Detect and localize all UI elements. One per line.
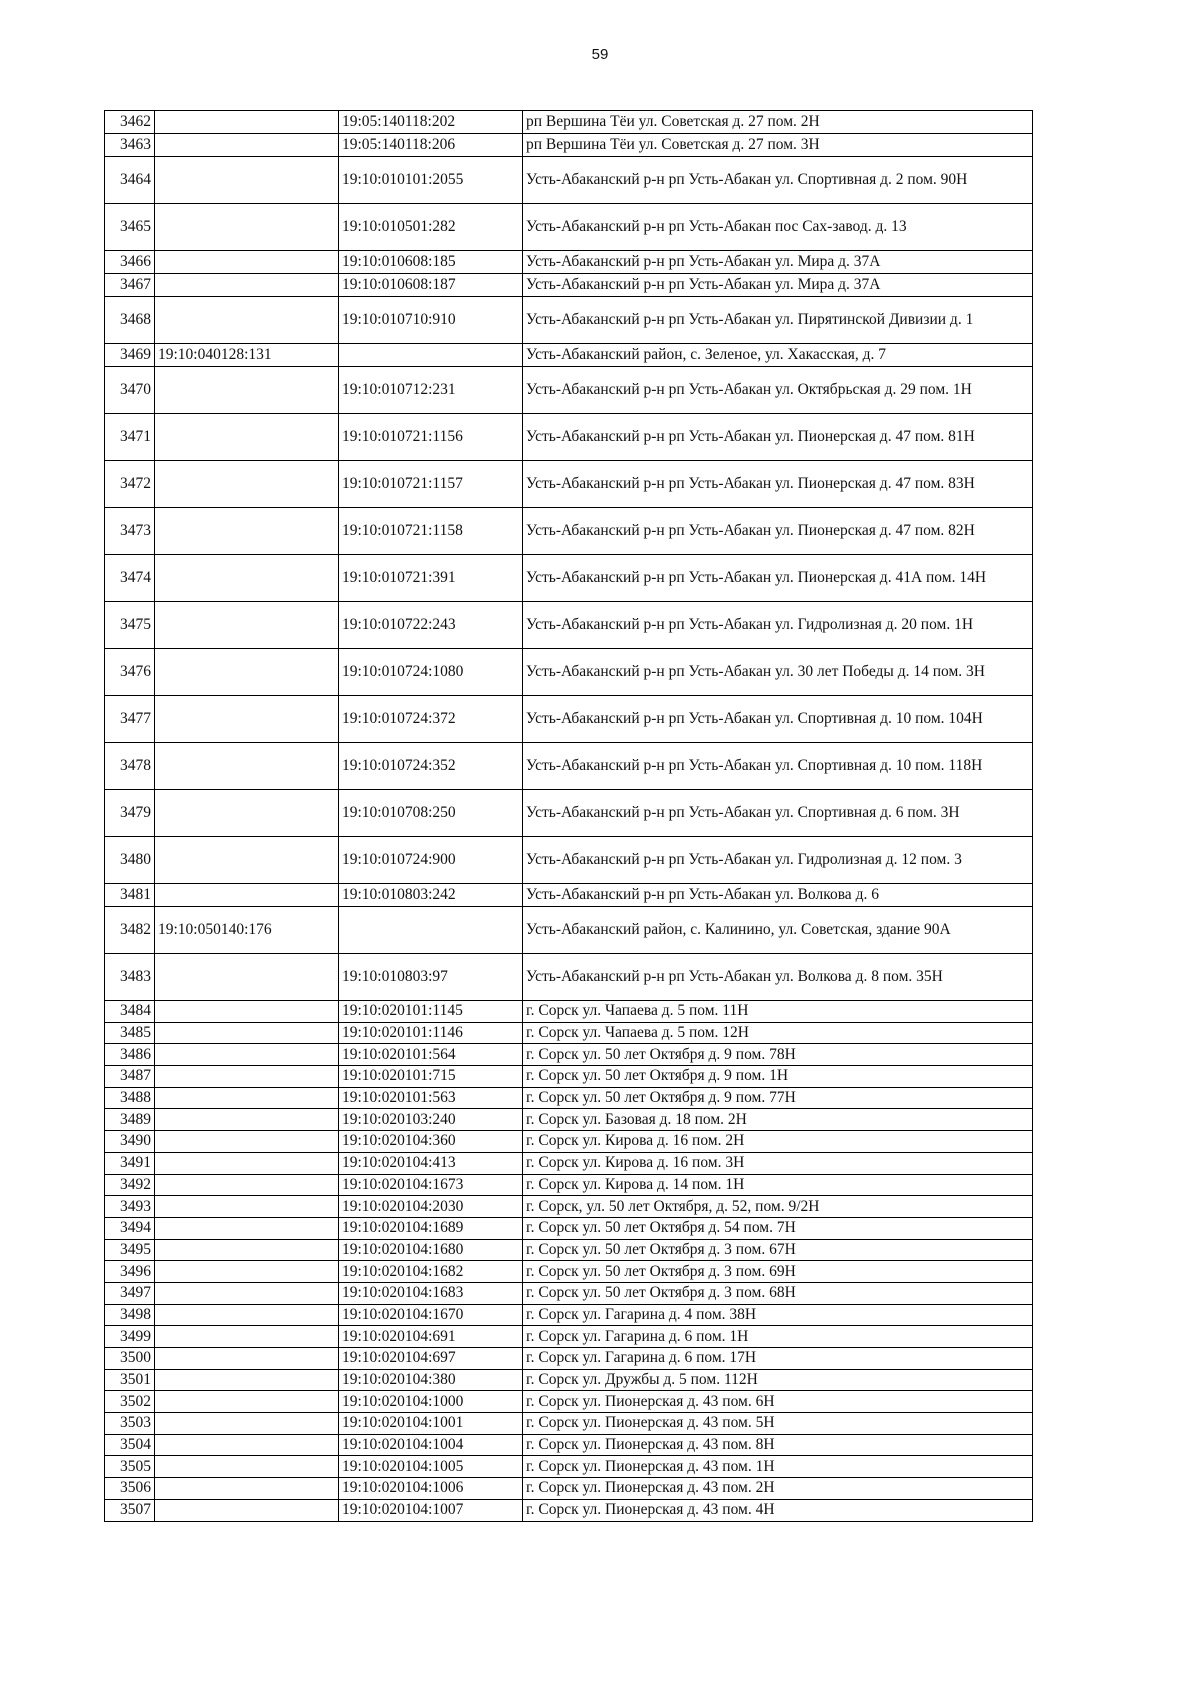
address-cell: г. Сорск ул. Дружбы д. 5 пом. 112Н: [523, 1369, 1033, 1391]
row-number-cell: 3485: [105, 1022, 155, 1044]
address-cell: Усть-Абаканский р-н рп Усть-Абакан пос Сах-завод. д. 13: [523, 204, 1033, 251]
table-row: [105, 461, 1033, 508]
row-number-cell: 3497: [105, 1282, 155, 1304]
previous-cadastral-number-cell: [155, 1326, 339, 1348]
table-row: [105, 555, 1033, 602]
table-row: [105, 837, 1033, 884]
cadastral-number-cell: 19:10:020101:715: [339, 1066, 523, 1088]
table-row: [105, 1434, 1033, 1456]
table-row: [105, 297, 1033, 344]
table-row: [105, 954, 1033, 1001]
table-row: [105, 111, 1033, 134]
cadastral-number-cell: 19:10:020103:240: [339, 1109, 523, 1131]
row-number-cell: 3469: [105, 344, 155, 367]
cadastral-number-cell: 19:10:010721:1156: [339, 414, 523, 461]
previous-cadastral-number-cell: [155, 297, 339, 344]
previous-cadastral-number-cell: 19:10:050140:176: [155, 907, 339, 954]
previous-cadastral-number-cell: [155, 1196, 339, 1218]
row-number-cell: 3482: [105, 907, 155, 954]
address-cell: г. Сорск ул. 50 лет Октября д. 3 пом. 68Н: [523, 1282, 1033, 1304]
previous-cadastral-number-cell: [155, 743, 339, 790]
table-row: [105, 1326, 1033, 1348]
previous-cadastral-number-cell: [155, 1261, 339, 1283]
table-row: [105, 696, 1033, 743]
previous-cadastral-number-cell: [155, 1001, 339, 1023]
address-cell: г. Сорск ул. Гагарина д. 4 пом. 38Н: [523, 1304, 1033, 1326]
cadastral-number-cell: 19:10:020101:1145: [339, 1001, 523, 1023]
table-row: [105, 414, 1033, 461]
cadastral-number-cell: 19:10:020104:1683: [339, 1282, 523, 1304]
table-row: [105, 1001, 1033, 1023]
address-cell: Усть-Абаканский р-н рп Усть-Абакан ул. Спортивная д. 10 пом. 104Н: [523, 696, 1033, 743]
address-cell: Усть-Абаканский район, с. Зеленое, ул. Хакасская, д. 7: [523, 344, 1033, 367]
address-cell: г. Сорск ул. 50 лет Октября д. 9 пом. 78Н: [523, 1044, 1033, 1066]
cadastral-number-cell: 19:10:020104:1689: [339, 1217, 523, 1239]
table-body: [105, 111, 1033, 1522]
row-number-cell: 3478: [105, 743, 155, 790]
cadastral-number-cell: 19:10:020104:1673: [339, 1174, 523, 1196]
previous-cadastral-number-cell: [155, 508, 339, 555]
address-cell: г. Сорск ул. 50 лет Октября д. 54 пом. 7Н: [523, 1217, 1033, 1239]
cadastral-number-cell: 19:10:010722:243: [339, 602, 523, 649]
address-cell: г. Сорск ул. Чапаева д. 5 пом. 11Н: [523, 1001, 1033, 1023]
address-cell: г. Сорск ул. Пионерская д. 43 пом. 2Н: [523, 1478, 1033, 1500]
address-cell: Усть-Абаканский р-н рп Усть-Абакан ул. Пирятинской Дивизии д. 1: [523, 297, 1033, 344]
previous-cadastral-number-cell: [155, 555, 339, 602]
cadastral-number-cell: 19:10:020104:1005: [339, 1456, 523, 1478]
row-number-cell: 3484: [105, 1001, 155, 1023]
row-number-cell: 3506: [105, 1478, 155, 1500]
table-row: [105, 649, 1033, 696]
table-row: [105, 1348, 1033, 1370]
table-row: [105, 344, 1033, 367]
table-row: [105, 1456, 1033, 1478]
row-number-cell: 3495: [105, 1239, 155, 1261]
address-cell: Усть-Абаканский р-н рп Усть-Абакан ул. Спортивная д. 10 пом. 118Н: [523, 743, 1033, 790]
address-cell: Усть-Абаканский р-н рп Усть-Абакан ул. Спортивная д. 2 пом. 90Н: [523, 157, 1033, 204]
previous-cadastral-number-cell: [155, 790, 339, 837]
cadastral-number-cell: 19:10:020104:1004: [339, 1434, 523, 1456]
address-cell: г. Сорск ул. Пионерская д. 43 пом. 1Н: [523, 1456, 1033, 1478]
table-row: [105, 884, 1033, 907]
previous-cadastral-number-cell: [155, 602, 339, 649]
row-number-cell: 3498: [105, 1304, 155, 1326]
address-cell: г. Сорск ул. 50 лет Октября д. 9 пом. 1Н: [523, 1066, 1033, 1088]
cadastral-number-cell: 19:10:020104:1001: [339, 1413, 523, 1435]
table-row: [105, 508, 1033, 555]
previous-cadastral-number-cell: [155, 204, 339, 251]
row-number-cell: 3483: [105, 954, 155, 1001]
previous-cadastral-number-cell: [155, 1217, 339, 1239]
previous-cadastral-number-cell: [155, 274, 339, 297]
previous-cadastral-number-cell: [155, 1174, 339, 1196]
address-cell: г. Сорск ул. Чапаева д. 5 пом. 12Н: [523, 1022, 1033, 1044]
address-cell: Усть-Абаканский р-н рп Усть-Абакан ул. 30 лет Победы д. 14 пом. 3Н: [523, 649, 1033, 696]
row-number-cell: 3491: [105, 1152, 155, 1174]
address-cell: Усть-Абаканский р-н рп Усть-Абакан ул. Мира д. 37А: [523, 251, 1033, 274]
row-number-cell: 3500: [105, 1348, 155, 1370]
previous-cadastral-number-cell: [155, 1239, 339, 1261]
address-cell: г. Сорск ул. Кирова д. 14 пом. 1Н: [523, 1174, 1033, 1196]
table-row: [105, 1196, 1033, 1218]
row-number-cell: 3473: [105, 508, 155, 555]
cadastral-number-cell: 19:10:010724:352: [339, 743, 523, 790]
previous-cadastral-number-cell: [155, 414, 339, 461]
cadastral-number-cell: 19:10:020104:413: [339, 1152, 523, 1174]
cadastral-number-cell: 19:10:010608:185: [339, 251, 523, 274]
row-number-cell: 3462: [105, 111, 155, 134]
row-number-cell: 3487: [105, 1066, 155, 1088]
address-cell: г. Сорск ул. Базовая д. 18 пом. 2Н: [523, 1109, 1033, 1131]
table-row: [105, 1174, 1033, 1196]
previous-cadastral-number-cell: [155, 884, 339, 907]
row-number-cell: 3468: [105, 297, 155, 344]
table-row: [105, 1413, 1033, 1435]
address-cell: Усть-Абаканский р-н рп Усть-Абакан ул. Пионерская д. 47 пом. 83Н: [523, 461, 1033, 508]
address-cell: Усть-Абаканский р-н рп Усть-Абакан ул. Гидролизная д. 20 пом. 1Н: [523, 602, 1033, 649]
cadastral-number-cell: 19:10:020104:691: [339, 1326, 523, 1348]
previous-cadastral-number-cell: [155, 1282, 339, 1304]
previous-cadastral-number-cell: [155, 1456, 339, 1478]
address-cell: г. Сорск ул. Пионерская д. 43 пом. 4Н: [523, 1499, 1033, 1521]
row-number-cell: 3479: [105, 790, 155, 837]
page-number: 59: [591, 46, 609, 63]
previous-cadastral-number-cell: [155, 461, 339, 508]
cadastral-number-cell: 19:10:020101:564: [339, 1044, 523, 1066]
cadastral-number-cell: 19:10:010721:1157: [339, 461, 523, 508]
previous-cadastral-number-cell: [155, 1131, 339, 1153]
row-number-cell: 3492: [105, 1174, 155, 1196]
cadastral-number-cell: 19:10:010803:242: [339, 884, 523, 907]
table-row: [105, 907, 1033, 954]
row-number-cell: 3488: [105, 1087, 155, 1109]
table-row: [105, 1131, 1033, 1153]
row-number-cell: 3481: [105, 884, 155, 907]
cadastral-number-cell: 19:10:010724:900: [339, 837, 523, 884]
table-row: [105, 743, 1033, 790]
cadastral-number-cell: [339, 344, 523, 367]
table-row: [105, 1239, 1033, 1261]
address-cell: Усть-Абаканский р-н рп Усть-Абакан ул. Спортивная д. 6 пом. 3Н: [523, 790, 1033, 837]
row-number-cell: 3502: [105, 1391, 155, 1413]
previous-cadastral-number-cell: [155, 837, 339, 884]
cadastral-number-cell: 19:10:010710:910: [339, 297, 523, 344]
row-number-cell: 3477: [105, 696, 155, 743]
table-row: [105, 1087, 1033, 1109]
cadastral-number-cell: 19:10:010708:250: [339, 790, 523, 837]
row-number-cell: 3470: [105, 367, 155, 414]
address-cell: Усть-Абаканский р-н рп Усть-Абакан ул. Волкова д. 8 пом. 35Н: [523, 954, 1033, 1001]
row-number-cell: 3499: [105, 1326, 155, 1348]
address-cell: рп Вершина Тёи ул. Советская д. 27 пом. 3Н: [523, 134, 1033, 157]
cadastral-number-cell: 19:10:010724:372: [339, 696, 523, 743]
address-cell: Усть-Абаканский р-н рп Усть-Абакан ул. Пионерская д. 47 пом. 82Н: [523, 508, 1033, 555]
cadastral-number-cell: 19:05:140118:206: [339, 134, 523, 157]
row-number-cell: 3464: [105, 157, 155, 204]
row-number-cell: 3489: [105, 1109, 155, 1131]
previous-cadastral-number-cell: [155, 1152, 339, 1174]
property-registry-table: [104, 110, 1033, 1522]
address-cell: г. Сорск ул. 50 лет Октября д. 3 пом. 67Н: [523, 1239, 1033, 1261]
cadastral-number-cell: 19:10:020104:1682: [339, 1261, 523, 1283]
address-cell: г. Сорск ул. 50 лет Октября д. 3 пом. 69Н: [523, 1261, 1033, 1283]
address-cell: Усть-Абаканский район, с. Калинино, ул. Советская, здание 90А: [523, 907, 1033, 954]
table-row: [105, 1217, 1033, 1239]
table-row: [105, 1478, 1033, 1500]
address-cell: Усть-Абаканский р-н рп Усть-Абакан ул. Волкова д. 6: [523, 884, 1033, 907]
cadastral-number-cell: 19:10:020104:1006: [339, 1478, 523, 1500]
table-row: [105, 157, 1033, 204]
row-number-cell: 3494: [105, 1217, 155, 1239]
previous-cadastral-number-cell: [155, 1369, 339, 1391]
previous-cadastral-number-cell: [155, 1434, 339, 1456]
address-cell: г. Сорск ул. Кирова д. 16 пом. 2Н: [523, 1131, 1033, 1153]
address-cell: г. Сорск ул. Пионерская д. 43 пом. 8Н: [523, 1434, 1033, 1456]
cadastral-number-cell: 19:10:010712:231: [339, 367, 523, 414]
row-number-cell: 3507: [105, 1499, 155, 1521]
previous-cadastral-number-cell: [155, 696, 339, 743]
previous-cadastral-number-cell: [155, 1478, 339, 1500]
cadastral-number-cell: 19:10:020104:380: [339, 1369, 523, 1391]
row-number-cell: 3474: [105, 555, 155, 602]
previous-cadastral-number-cell: [155, 649, 339, 696]
row-number-cell: 3496: [105, 1261, 155, 1283]
address-cell: г. Сорск ул. Пионерская д. 43 пом. 5Н: [523, 1413, 1033, 1435]
table-row: [105, 1022, 1033, 1044]
cadastral-number-cell: 19:10:010501:282: [339, 204, 523, 251]
previous-cadastral-number-cell: [155, 954, 339, 1001]
table-row: [105, 1109, 1033, 1131]
address-cell: г. Сорск ул. 50 лет Октября д. 9 пом. 77Н: [523, 1087, 1033, 1109]
table-row: [105, 204, 1033, 251]
table-row: [105, 134, 1033, 157]
table-row: [105, 1391, 1033, 1413]
row-number-cell: 3486: [105, 1044, 155, 1066]
table-row: [105, 790, 1033, 837]
row-number-cell: 3490: [105, 1131, 155, 1153]
table-row: [105, 1066, 1033, 1088]
table-row: [105, 1044, 1033, 1066]
address-cell: Усть-Абаканский р-н рп Усть-Абакан ул. Гидролизная д. 12 пом. 3: [523, 837, 1033, 884]
row-number-cell: 3504: [105, 1434, 155, 1456]
address-cell: Усть-Абаканский р-н рп Усть-Абакан ул. Мира д. 37А: [523, 274, 1033, 297]
row-number-cell: 3501: [105, 1369, 155, 1391]
previous-cadastral-number-cell: [155, 1087, 339, 1109]
row-number-cell: 3467: [105, 274, 155, 297]
table-row: [105, 367, 1033, 414]
table-row: [105, 1304, 1033, 1326]
address-cell: г. Сорск ул. Гагарина д. 6 пом. 1Н: [523, 1326, 1033, 1348]
previous-cadastral-number-cell: 19:10:040128:131: [155, 344, 339, 367]
table-row: [105, 1261, 1033, 1283]
row-number-cell: 3463: [105, 134, 155, 157]
address-cell: г. Сорск ул. Кирова д. 16 пом. 3Н: [523, 1152, 1033, 1174]
previous-cadastral-number-cell: [155, 1109, 339, 1131]
cadastral-number-cell: 19:10:020104:1007: [339, 1499, 523, 1521]
previous-cadastral-number-cell: [155, 367, 339, 414]
previous-cadastral-number-cell: [155, 1348, 339, 1370]
row-number-cell: 3476: [105, 649, 155, 696]
address-cell: г. Сорск ул. Пионерская д. 43 пом. 6Н: [523, 1391, 1033, 1413]
address-cell: рп Вершина Тёи ул. Советская д. 27 пом. 2Н: [523, 111, 1033, 134]
previous-cadastral-number-cell: [155, 111, 339, 134]
table-row: [105, 1499, 1033, 1521]
table-row: [105, 274, 1033, 297]
address-cell: Усть-Абаканский р-н рп Усть-Абакан ул. Пионерская д. 41А пом. 14Н: [523, 555, 1033, 602]
row-number-cell: 3505: [105, 1456, 155, 1478]
previous-cadastral-number-cell: [155, 157, 339, 204]
previous-cadastral-number-cell: [155, 1066, 339, 1088]
row-number-cell: 3465: [105, 204, 155, 251]
previous-cadastral-number-cell: [155, 1413, 339, 1435]
row-number-cell: 3480: [105, 837, 155, 884]
table-row: [105, 1369, 1033, 1391]
cadastral-number-cell: 19:10:020104:1680: [339, 1239, 523, 1261]
cadastral-number-cell: 19:10:010721:1158: [339, 508, 523, 555]
cadastral-number-cell: 19:05:140118:202: [339, 111, 523, 134]
cadastral-number-cell: 19:10:010724:1080: [339, 649, 523, 696]
cadastral-number-cell: 19:10:020104:2030: [339, 1196, 523, 1218]
previous-cadastral-number-cell: [155, 251, 339, 274]
address-cell: г. Сорск, ул. 50 лет Октября, д. 52, пом. 9/2Н: [523, 1196, 1033, 1218]
address-cell: г. Сорск ул. Гагарина д. 6 пом. 17Н: [523, 1348, 1033, 1370]
cadastral-number-cell: 19:10:010101:2055: [339, 157, 523, 204]
cadastral-number-cell: 19:10:020104:1000: [339, 1391, 523, 1413]
previous-cadastral-number-cell: [155, 1391, 339, 1413]
row-number-cell: 3471: [105, 414, 155, 461]
cadastral-number-cell: [339, 907, 523, 954]
cadastral-number-cell: 19:10:010803:97: [339, 954, 523, 1001]
cadastral-number-cell: 19:10:020101:1146: [339, 1022, 523, 1044]
table-row: [105, 1152, 1033, 1174]
address-cell: Усть-Абаканский р-н рп Усть-Абакан ул. Октябрьская д. 29 пом. 1Н: [523, 367, 1033, 414]
cadastral-number-cell: 19:10:010721:391: [339, 555, 523, 602]
row-number-cell: 3493: [105, 1196, 155, 1218]
cadastral-number-cell: 19:10:020104:697: [339, 1348, 523, 1370]
cadastral-number-cell: 19:10:020101:563: [339, 1087, 523, 1109]
previous-cadastral-number-cell: [155, 1499, 339, 1521]
previous-cadastral-number-cell: [155, 1044, 339, 1066]
table-row: [105, 602, 1033, 649]
previous-cadastral-number-cell: [155, 134, 339, 157]
table-row: [105, 1282, 1033, 1304]
table-row: [105, 251, 1033, 274]
cadastral-number-cell: 19:10:010608:187: [339, 274, 523, 297]
previous-cadastral-number-cell: [155, 1022, 339, 1044]
address-cell: Усть-Абаканский р-н рп Усть-Абакан ул. Пионерская д. 47 пом. 81Н: [523, 414, 1033, 461]
cadastral-number-cell: 19:10:020104:360: [339, 1131, 523, 1153]
previous-cadastral-number-cell: [155, 1304, 339, 1326]
row-number-cell: 3475: [105, 602, 155, 649]
row-number-cell: 3472: [105, 461, 155, 508]
row-number-cell: 3466: [105, 251, 155, 274]
row-number-cell: 3503: [105, 1413, 155, 1435]
cadastral-number-cell: 19:10:020104:1670: [339, 1304, 523, 1326]
